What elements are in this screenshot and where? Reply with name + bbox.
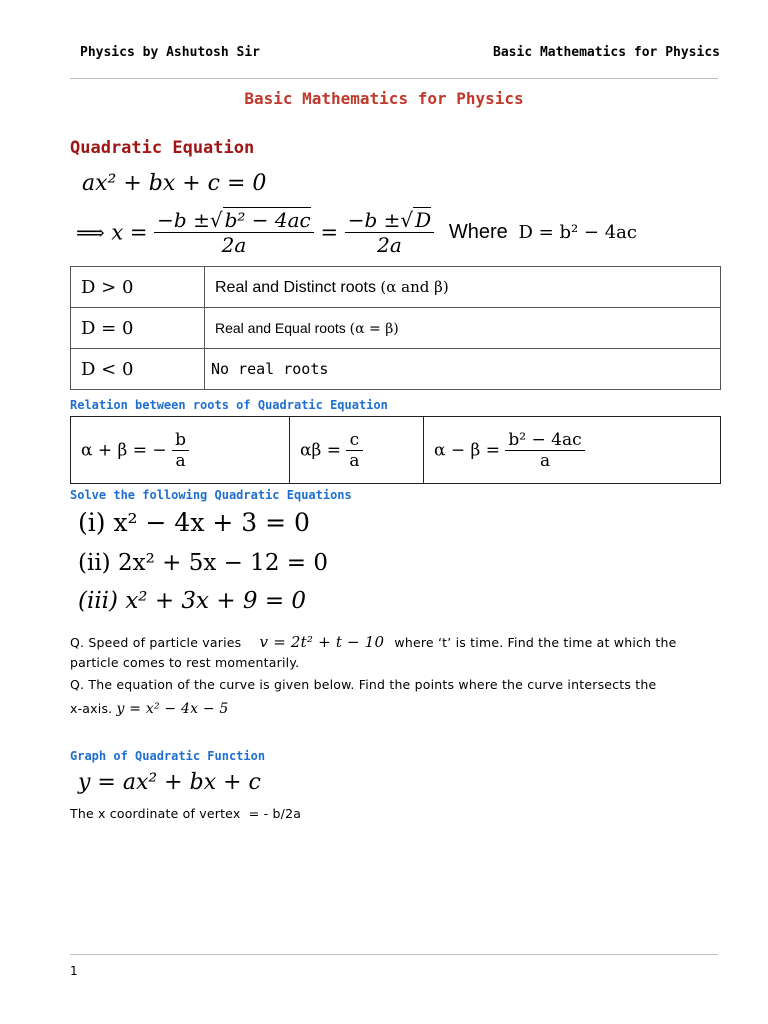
exercise-item: (i) x² − 4x + 3 = 0 [78,508,310,537]
product-denominator: a [349,450,360,471]
case-condition: D < 0 [71,349,205,390]
exercise-item: (iii) x² + 3x + 9 = 0 [78,588,307,614]
question-1-prefix: Q. Speed of particle varies [70,635,242,650]
case-condition: D = 0 [71,308,205,349]
question-2-line-1: Q. The equation of the curve is given below. Find the points where the curve intersects the [70,677,657,692]
product-of-roots [290,417,424,484]
exercise-item: (ii) 2x² + 5x − 12 = 0 [78,550,328,576]
case-note: (α = β) [349,320,399,337]
product-lhs: αβ = [300,440,341,460]
case-note: (α and β) [380,277,449,296]
question-2-line-2 [70,701,229,717]
relation-heading: Relation between roots of Quadratic Equation [70,398,388,412]
question-1-equation: v = 2t² + t − 10 [259,633,385,651]
sum-lhs: α + β = − [81,440,167,460]
case-description [205,308,721,349]
difference-of-roots [424,417,721,484]
graph-equation: y = ax² + bx + c [78,770,261,795]
case-text: No real roots [211,360,329,378]
where-label: Where [448,221,508,243]
product-numerator: c [346,430,362,451]
solve-heading: Solve the following Quadratic Equations [70,488,352,502]
case-description [205,349,721,390]
case-condition: D > 0 [71,267,205,308]
case-text: Real and Equal roots [215,319,346,336]
footer-rule [70,954,718,955]
case-description [205,267,721,308]
question-1-suffix: where ‘t’ is time. Find the time at which the [394,635,677,650]
standard-form: ax² + bx + c = 0 [82,171,267,196]
question-2-equation: y = x² − 4x − 5 [116,701,229,717]
table-row [71,308,721,349]
sum-numerator: b [172,430,189,451]
difference-denominator: a [539,450,551,471]
table-row [71,349,721,390]
section-heading: Quadratic Equation [70,138,255,158]
difference-numerator: b² − 4ac [505,430,584,451]
header-left: Physics by Ashutosh Sir [80,45,261,60]
sum-of-roots [71,417,290,484]
question-1-line-2: particle comes to rest momentarily. [70,655,300,670]
table-row [71,267,721,308]
table-row [71,417,721,484]
discriminant-cases-table [70,266,721,390]
header-right: Basic Mathematics for Physics [493,45,720,60]
question-1 [70,633,676,651]
page-number: 1 [70,964,78,978]
graph-heading: Graph of Quadratic Function [70,749,266,763]
question-2-prefix: x-axis. [70,701,113,716]
discriminant-definition: D = b² − 4ac [518,222,637,243]
header-rule [70,78,718,79]
difference-lhs: α − β = [434,440,501,460]
page-title: Basic Mathematics for Physics [244,89,524,108]
sum-denominator: a [175,450,186,471]
quadratic-formula: ⟹ x = $\frac{\text{−b ±√ b² − 4ac}}{2a}$ = $\frac{-b \pm√ D}{2a}$ Where D = b² − 4ac [76,208,637,257]
case-text: Real and Distinct roots [215,278,376,296]
root-relations-table [70,416,721,484]
vertex-text: The x coordinate of vertex = - b/2a [70,806,302,821]
